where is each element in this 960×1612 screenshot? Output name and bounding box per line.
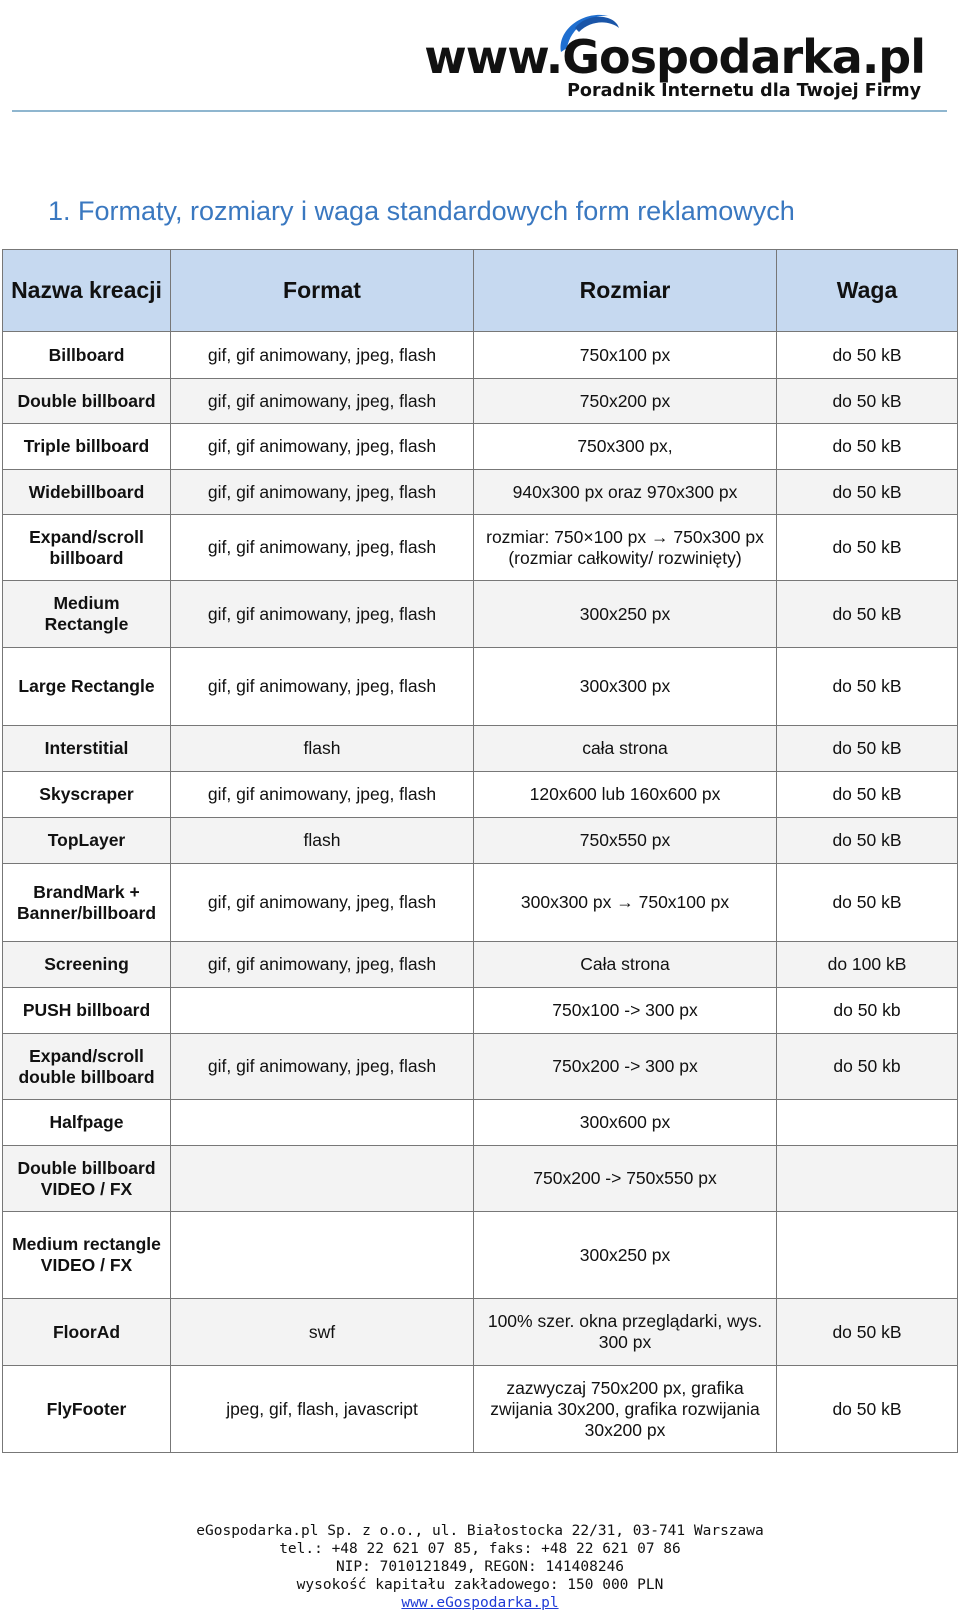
table-row — [3, 1366, 958, 1453]
table-row — [3, 818, 958, 864]
table-row — [3, 1100, 958, 1146]
table-row — [3, 864, 958, 942]
cell-name: FlyFooter — [3, 1366, 171, 1453]
cell-size: 300x600 px — [474, 1100, 777, 1146]
cell-weight: do 50 kb — [777, 988, 958, 1034]
cell-size: rozmiar: 750×100 px → 750x300 px (rozmiar całkowity/ rozwinięty) — [474, 515, 777, 581]
logo-prefix: www. — [424, 30, 563, 84]
cell-weight: do 50 kB — [777, 424, 958, 470]
cell-weight: do 50 kB — [777, 818, 958, 864]
table-row — [3, 515, 958, 581]
cell-size: 750x200 -> 750x550 px — [474, 1146, 777, 1212]
cell-weight: do 50 kB — [777, 1299, 958, 1366]
footer-phone: tel.: +48 22 621 07 85, faks: +48 22 621 07 86 — [279, 1541, 681, 1557]
cell-format — [171, 1100, 474, 1146]
cell-format: swf — [171, 1299, 474, 1366]
cell-format: gif, gif animowany, jpeg, flash — [171, 942, 474, 988]
cell-format: gif, gif animowany, jpeg, flash — [171, 515, 474, 581]
logo-letter: G — [562, 30, 600, 84]
cell-name: Medium Rectangle — [3, 581, 171, 648]
cell-size: zazwyczaj 750x200 px, grafika zwijania 30x200, grafika rozwijania 30x200 px — [474, 1366, 777, 1453]
cell-name: Double billboard — [3, 379, 171, 424]
cell-format: flash — [171, 818, 474, 864]
cell-weight: do 50 kB — [777, 1366, 958, 1453]
cell-format: gif, gif animowany, jpeg, flash — [171, 332, 474, 379]
cell-weight — [777, 1100, 958, 1146]
table-row — [3, 470, 958, 515]
header-size: Rozmiar — [474, 250, 777, 332]
cell-weight: do 50 kB — [777, 379, 958, 424]
cell-name: Interstitial — [3, 726, 171, 772]
cell-size: 300x250 px — [474, 581, 777, 648]
cell-format: flash — [171, 726, 474, 772]
cell-size: Cała strona — [474, 942, 777, 988]
cell-weight: do 50 kB — [777, 332, 958, 379]
cell-format: gif, gif animowany, jpeg, flash — [171, 470, 474, 515]
cell-format: gif, gif animowany, jpeg, flash — [171, 864, 474, 942]
cell-size: 750x200 px — [474, 379, 777, 424]
cell-weight: do 50 kb — [777, 1034, 958, 1100]
cell-weight: do 50 kB — [777, 648, 958, 726]
cell-name: PUSH billboard — [3, 988, 171, 1034]
logo[interactable] — [405, 8, 925, 103]
cell-weight — [777, 1146, 958, 1212]
cell-name: Widebillboard — [3, 470, 171, 515]
cell-size: 300x250 px — [474, 1212, 777, 1299]
table-row — [3, 988, 958, 1034]
cell-format — [171, 988, 474, 1034]
table-row — [3, 1034, 958, 1100]
table-row — [3, 648, 958, 726]
cell-size: 300x300 px — [474, 648, 777, 726]
header-divider — [12, 110, 947, 112]
cell-format: gif, gif animowany, jpeg, flash — [171, 648, 474, 726]
table-row — [3, 1212, 958, 1299]
cell-name: Screening — [3, 942, 171, 988]
header-weight: Waga — [777, 250, 958, 332]
table-row — [3, 726, 958, 772]
table-row — [3, 1146, 958, 1212]
header-name: Nazwa kreacji — [3, 250, 171, 332]
cell-format: gif, gif animowany, jpeg, flash — [171, 581, 474, 648]
cell-weight: do 50 kB — [777, 470, 958, 515]
ad-formats-table — [2, 249, 958, 1453]
page-title: 1. Formaty, rozmiary i waga standardowych form reklamowych — [48, 196, 795, 226]
header-format: Format — [171, 250, 474, 332]
cell-name: Medium rectangle VIDEO / FX — [3, 1212, 171, 1299]
cell-weight: do 50 kB — [777, 864, 958, 942]
logo-suffix: ospodarka.pl — [599, 30, 925, 84]
cell-name: BrandMark + Banner/billboard — [3, 864, 171, 942]
table-row — [3, 332, 958, 379]
cell-name: Large Rectangle — [3, 648, 171, 726]
cell-name: Expand/scroll billboard — [3, 515, 171, 581]
footer-tax-ids: NIP: 7010121849, REGON: 141408246 — [335, 1559, 625, 1575]
logo-text — [424, 30, 925, 84]
cell-weight: do 50 kB — [777, 726, 958, 772]
cell-format: jpeg, gif, flash, javascript — [171, 1366, 474, 1453]
footer-address: eGospodarka.pl Sp. z o.o., ul. Białostocka 22/31, 03-741 Warszawa — [196, 1523, 764, 1539]
cell-name: TopLayer — [3, 818, 171, 864]
footer-website-link[interactable]: www.eGospodarka.pl — [401, 1595, 559, 1611]
footer — [0, 1522, 960, 1612]
cell-size: 100% szer. okna przeglądarki, wys. 300 px — [474, 1299, 777, 1366]
footer-capital: wysokość kapitału zakładowego: 150 000 PLN — [296, 1577, 664, 1593]
cell-format: gif, gif animowany, jpeg, flash — [171, 424, 474, 470]
cell-format: gif, gif animowany, jpeg, flash — [171, 1034, 474, 1100]
cell-weight: do 50 kB — [777, 515, 958, 581]
cell-size: 750x100 -> 300 px — [474, 988, 777, 1034]
cell-size: 940x300 px oraz 970x300 px — [474, 470, 777, 515]
cell-name: Skyscraper — [3, 772, 171, 818]
table-row — [3, 581, 958, 648]
table-row — [3, 379, 958, 424]
cell-size: 750x300 px, — [474, 424, 777, 470]
cell-name: Halfpage — [3, 1100, 171, 1146]
table-header-row — [3, 250, 958, 332]
cell-weight: do 50 kB — [777, 772, 958, 818]
cell-name: Expand/scroll double billboard — [3, 1034, 171, 1100]
table-body — [3, 332, 958, 1453]
table-row — [3, 1299, 958, 1366]
cell-name: Triple billboard — [3, 424, 171, 470]
table-row — [3, 772, 958, 818]
cell-name: FloorAd — [3, 1299, 171, 1366]
logo-tagline: Poradnik Internetu dla Twojej Firmy — [567, 81, 921, 101]
cell-size: 750x100 px — [474, 332, 777, 379]
cell-size: 120x600 lub 160x600 px — [474, 772, 777, 818]
cell-format: gif, gif animowany, jpeg, flash — [171, 379, 474, 424]
cell-size: 750x200 -> 300 px — [474, 1034, 777, 1100]
cell-format — [171, 1212, 474, 1299]
cell-name: Billboard — [3, 332, 171, 379]
cell-format: gif, gif animowany, jpeg, flash — [171, 772, 474, 818]
cell-size: cała strona — [474, 726, 777, 772]
cell-size: 750x550 px — [474, 818, 777, 864]
cell-weight: do 100 kB — [777, 942, 958, 988]
cell-weight: do 50 kB — [777, 581, 958, 648]
cell-weight — [777, 1212, 958, 1299]
cell-name: Double billboard VIDEO / FX — [3, 1146, 171, 1212]
cell-format — [171, 1146, 474, 1212]
cell-size: 300x300 px → 750x100 px — [474, 864, 777, 942]
table-row — [3, 424, 958, 470]
table-row — [3, 942, 958, 988]
